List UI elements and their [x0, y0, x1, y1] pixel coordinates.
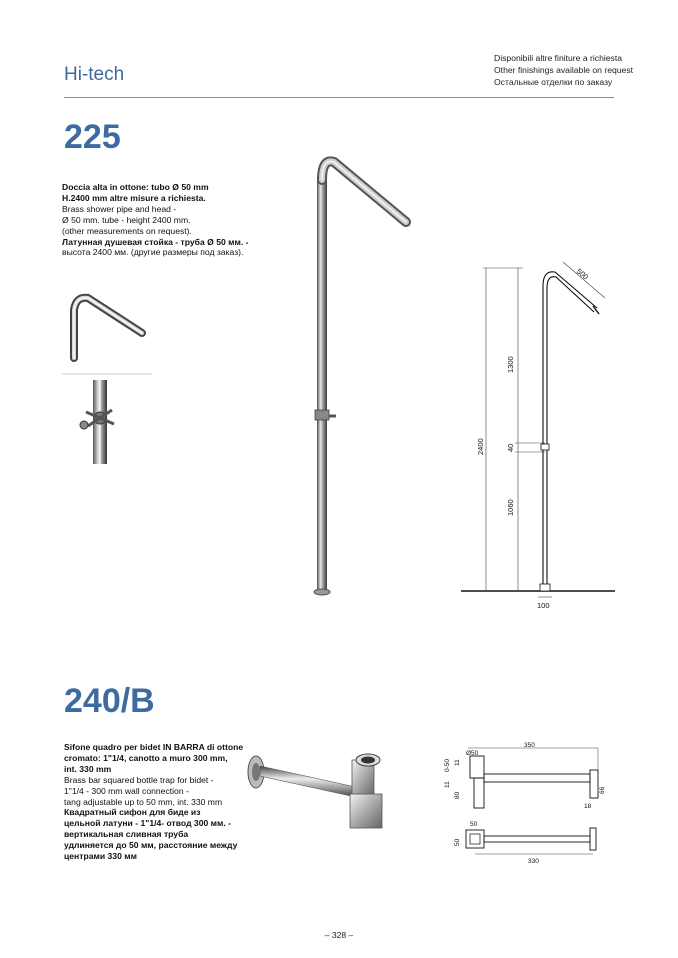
- valve-thumbnail: [66, 380, 126, 464]
- desc-line: удлиняется до 50 мм, расстояние между: [64, 840, 238, 851]
- desc-line: вертикальная сливная труба: [64, 829, 189, 840]
- dim-adjust: 0-50: [444, 758, 451, 772]
- desc-line: Brass bar squared bottle trap for bidet -: [64, 774, 214, 785]
- bottle-trap-image: [240, 742, 390, 837]
- dim-length: 350: [524, 742, 535, 749]
- product-description-240b: [64, 742, 243, 862]
- page-number: – 328 –: [324, 930, 354, 940]
- note-english: Other finishings available on request: [494, 65, 634, 75]
- dim-height: 80: [454, 791, 461, 799]
- dim-outlet: 66: [599, 786, 606, 794]
- desc-line: высота 2400 мм. (другие размеры под заказ).: [62, 247, 244, 258]
- dim-upper: 1300: [506, 356, 515, 373]
- product-code-240b: 240/B: [64, 682, 155, 720]
- product-description-225: [62, 182, 249, 258]
- desc-line: Sifone quadro per bidet IN BARRA di ottone: [64, 742, 244, 752]
- desc-line: tang adjustable up to 50 mm, int. 330 mm: [64, 796, 223, 807]
- desc-line: цельной латуни - 1"1/4- отвод 300 мм. -: [64, 818, 231, 829]
- product-code-225: 225: [64, 118, 121, 156]
- brand-title: Hi-tech: [64, 64, 125, 85]
- dim-mid: 11: [444, 781, 451, 788]
- desc-line: 1"1/4 - 300 mm wall connection -: [64, 785, 189, 796]
- shower-column-image: [300, 150, 420, 602]
- bottle-trap-technical-drawing: [440, 742, 610, 867]
- desc-line: Латунная душевая стойка - труба Ø 50 мм. -: [62, 236, 249, 247]
- desc-line: int. 330 mm: [64, 763, 112, 774]
- desc-line: cromato: 1"1/4, canotto a muro 300 mm,: [64, 752, 228, 763]
- dim-flange: 18: [584, 803, 592, 810]
- dim-center: 330: [528, 858, 539, 865]
- note-russian: Остальные отделки по заказу: [494, 77, 613, 87]
- desc-line: (other measurements on request).: [62, 225, 192, 236]
- desc-line: H.2400 mm altre misure a richiesta.: [62, 192, 206, 203]
- dim-width-side: 50: [454, 838, 461, 846]
- header-divider: [64, 97, 614, 98]
- desc-line: центрами 330 мм: [64, 851, 137, 862]
- shower-technical-drawing: [455, 258, 620, 618]
- desc-line: Квадратный сифон для биде из: [64, 807, 201, 818]
- dim-top: 11: [454, 759, 461, 766]
- desc-line: Doccia alta in ottone: tubo Ø 50 mm: [62, 182, 209, 192]
- dim-diameter: Ø50: [466, 750, 479, 757]
- dim-head: 500: [574, 266, 591, 282]
- shower-head-thumbnail: [62, 288, 154, 378]
- finishes-note: [494, 52, 633, 88]
- note-italian: Disponibili altre finiture a richiesta: [494, 53, 623, 63]
- dim-total: 2400: [476, 438, 485, 455]
- desc-line: Ø 50 mm. tube - height 2400 mm.: [62, 214, 191, 225]
- dim-lower: 1060: [506, 499, 515, 516]
- dim-width-top: 50: [470, 821, 478, 828]
- desc-line: Brass shower pipe and head -: [62, 203, 177, 214]
- dim-valve: 40: [506, 443, 515, 452]
- dim-base: 100: [537, 601, 550, 610]
